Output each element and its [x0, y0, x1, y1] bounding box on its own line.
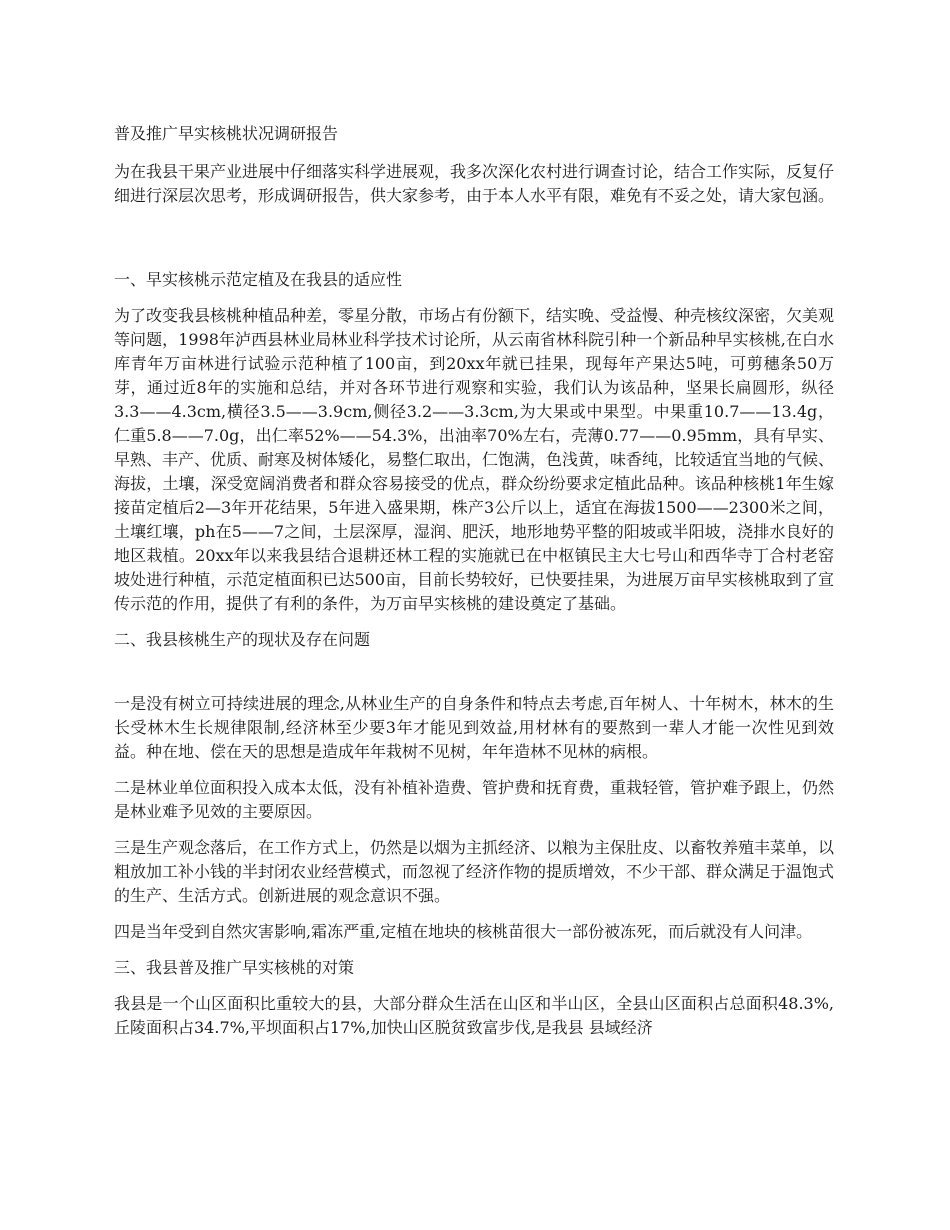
section-3-paragraph: 我县是一个山区面积比重较大的县，大部分群众生活在山区和半山区，全县山区面积占总面积48.3%,丘陵面积占34.7%,平坝面积占17%,加快山区脱贫致富步伐,是我县 县域经济: [114, 994, 834, 1037]
section-2-item-1: 一是没有树立可持续进展的理念,从林业生产的自身条件和特点去考虑,百年树人、十年树木，林木的生长受林木生长规律限制,经济林至少要3年才能见到效益,用材林有的要熬到一辈人才能一次性见到效益。种在地、偿在天的思想是造成年年栽树不见树，年年造林不见林的病根。: [114, 694, 834, 761]
section-2-item-4: 四是当年受到自然灾害影响,霜冻严重,定植在地块的核桃苗很大一部份被冻死，而后就没有人问津。: [114, 922, 813, 941]
section-3-heading: 三、我县普及推广早实核桃的对策: [114, 958, 355, 977]
section-2-item-2: 二是林业单位面积投入成本太低，没有补植补造费、管护费和抚育费，重栽轻管，管护难予跟上，仍然是林业难予见效的主要原因。: [114, 778, 835, 821]
section-2-item-3: 三是生产观念落后，在工作方式上，仍然是以烟为主抓经济、以粮为主保肚皮、以畜牧养殖丰菜单，以粗放加工补小钱的半封闭农业经营模式，而忽视了经济作物的提质增效，不少干部、群众满足于温饱式的生产、生活方式。创新进展的观念意识不强。: [114, 838, 835, 905]
section-1-heading: 一、早实核桃示范定植及在我县的适应性: [114, 270, 403, 289]
section-1-paragraph: 为了改变我县核桃种植品种差，零星分散，市场占有份额下，结实晚、受益慢、种壳核纹深密，欠美观等问题，1998年泸西县林业局林业科学技术讨论所，从云南省林科院引种一个新品种早实核桃,在白水库青年万亩林进行试验示范种植了100亩，到20xx年就已挂果，现每年产果达5吨，可剪穗条50万芽，通过近8年的实施和总结，并对各环节进行观察和实验，我们认为该品种，坚果长扁圆形，纵径3.3——4.3cm,横径3.5——3.9cm,侧径3.2——3.3cm,为大果或中果型。中果重10.7——13.4g，仁重5.8——7.0g，出仁率52%——54.3%，出油率70%左右，壳薄0.77——0.95mm，具有早实、早熟、丰产、优质、耐寒及树体矮化，易整仁取出，仁饱满，色浅黄，味香纯，比较适宜当地的气候、海拔，土壤，深受宽阔消费者和群众容易接受的优点，群众纷纷要求定植此品种。该品种核桃1年生嫁接苗定植后2—3年开花结果，5年进入盛果期，株产3公斤以上，适宜在海拔1500——2300米之间，土壤红壤，ph在5——7之间，土层深厚，湿润、肥沃，地形地势平整的阳坡或半阳坡，浇排水良好的地区栽植。20xx年以来我县结合退耕还林工程的实施就已在中枢镇民主大七号山和西华寺丁合村老窑坡处进行种植，示范定植面积已达500亩，目前长势较好，已快要挂果，为进展万亩早实核桃取到了宣传示范的作用，提供了有利的条件，为万亩早实核桃的建设奠定了基础。: [114, 306, 835, 613]
section-2-heading: 二、我县核桃生产的现状及存在问题: [114, 630, 371, 649]
document-title: 普及推广早实核桃状况调研报告: [114, 124, 339, 143]
intro-paragraph: 为在我县干果产业进展中仔细落实科学进展观，我多次深化农村进行调查讨论，结合工作实际，反复仔细进行深层次思考，形成调研报告，供大家参考，由于本人水平有限，难免有不妥之处，请大家包涵。: [114, 162, 835, 205]
document-page: [114, 122, 834, 1052]
spacer: [114, 220, 834, 268]
spacer: [114, 664, 834, 692]
